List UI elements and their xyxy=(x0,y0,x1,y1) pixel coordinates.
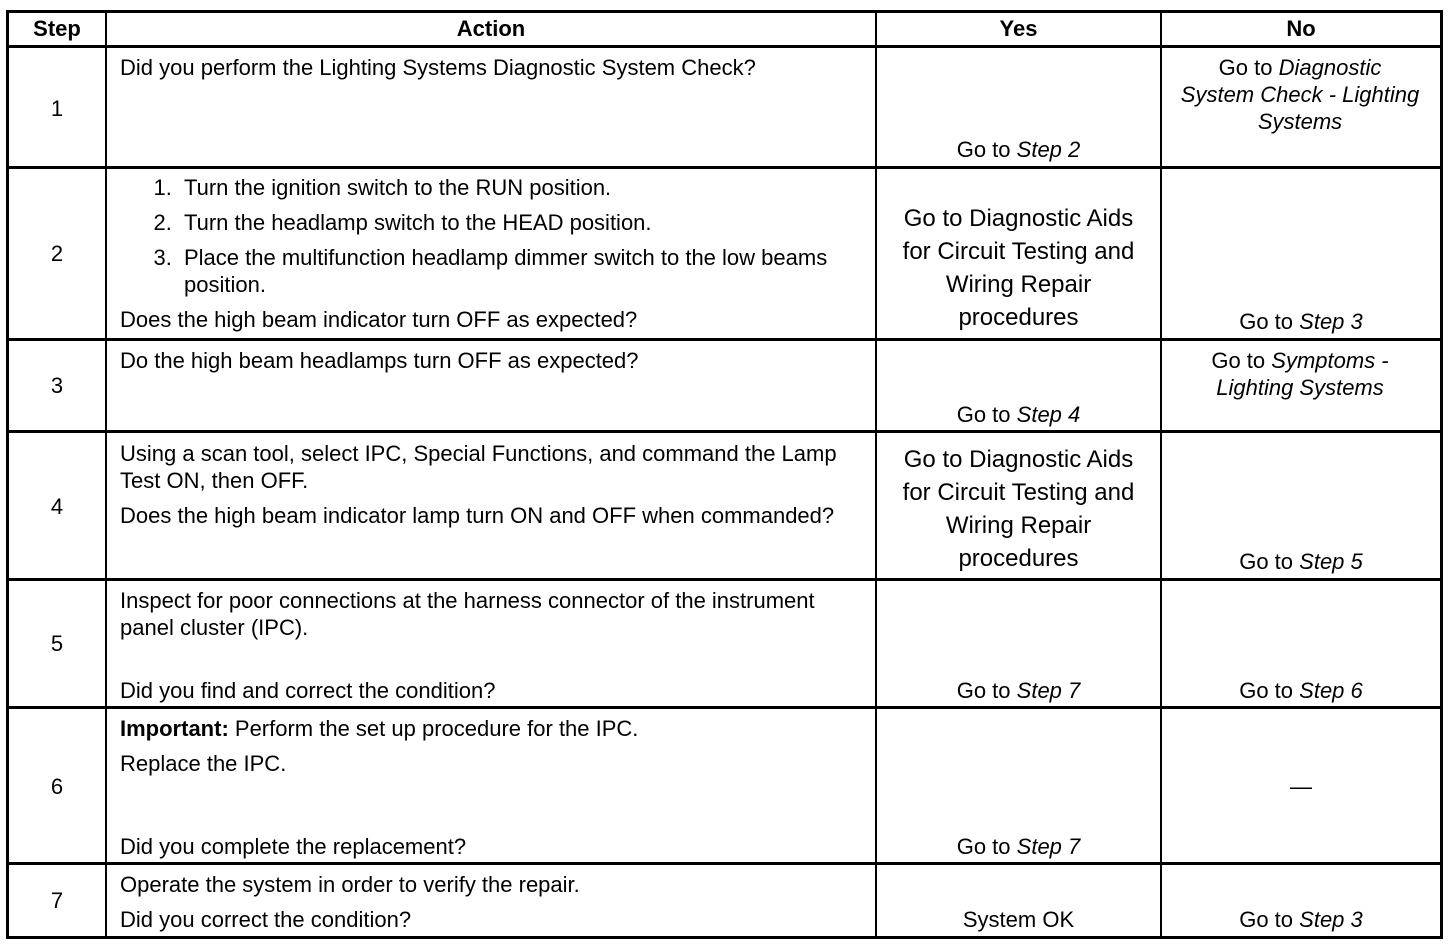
no-result xyxy=(1162,906,1440,933)
yes-step-link: Step 7 xyxy=(1016,678,1081,703)
step-number: 2 xyxy=(50,241,64,266)
no-prefix: Go to xyxy=(1239,309,1294,334)
no-ref-link: Symptoms - Lighting Systems xyxy=(1216,348,1389,400)
important-text: Perform the set up procedure for the IPC. xyxy=(234,716,639,741)
no-prefix: Go to xyxy=(1211,348,1266,373)
step-number: 6 xyxy=(50,774,64,799)
action-instruction: Using a scan tool, select IPC, Special Functions, and command the Lamp Test ON, then OFF. xyxy=(120,441,837,493)
list-item: 2. Turn the headlamp switch to the HEAD position. xyxy=(178,209,865,236)
no-prefix: Go to xyxy=(1239,678,1294,703)
header-no: No xyxy=(1286,16,1316,41)
step-number: 7 xyxy=(50,888,64,913)
no-result xyxy=(1162,677,1440,704)
yes-step-link: Step 2 xyxy=(1016,137,1081,162)
row-divider xyxy=(6,578,1443,581)
no-result xyxy=(1185,347,1415,401)
yes-prefix: Go to xyxy=(956,402,1011,427)
yes-result xyxy=(877,136,1160,163)
row-divider xyxy=(6,862,1443,865)
yes-result: Go to Diagnostic Aids for Circuit Testing and Wiring Repair procedures xyxy=(902,205,1135,331)
no-result: — xyxy=(1290,774,1312,799)
action-text: Did you perform the Lighting Systems Diagnostic System Check? xyxy=(120,55,756,80)
action-question: Did you complete the replacement? xyxy=(120,834,467,859)
important-label: Important: xyxy=(120,716,229,741)
row-divider xyxy=(6,166,1443,169)
header-step: Step xyxy=(33,16,81,41)
no-result xyxy=(1162,308,1440,335)
yes-result: Go to Diagnostic Aids for Circuit Testing and Wiring Repair procedures xyxy=(902,446,1135,572)
action-instruction: Replace the IPC. xyxy=(120,751,287,776)
column-divider xyxy=(105,10,107,939)
row-divider xyxy=(6,338,1443,341)
no-step-link: Step 3 xyxy=(1299,907,1363,932)
no-prefix: Go to xyxy=(1239,907,1294,932)
header-action: Action xyxy=(456,16,526,41)
action-text xyxy=(120,715,865,777)
list-item: 3. Place the multifunction headlamp dimmer switch to the low beams position. xyxy=(178,244,865,298)
action-text: Do the high beam headlamps turn OFF as expected? xyxy=(120,348,639,373)
yes-result xyxy=(877,401,1160,428)
important-note xyxy=(120,715,865,742)
no-prefix: Go to xyxy=(1239,549,1294,574)
list-item: 1. Turn the ignition switch to the RUN position. xyxy=(178,174,865,201)
row-divider xyxy=(6,706,1443,709)
no-result xyxy=(1162,548,1440,575)
step-number: 3 xyxy=(50,373,64,398)
action-text xyxy=(120,440,865,529)
yes-prefix: Go to xyxy=(956,834,1011,859)
yes-result: System OK xyxy=(962,907,1075,932)
action-text xyxy=(120,174,865,333)
action-steps-list xyxy=(120,174,865,298)
yes-step-link: Step 4 xyxy=(1016,402,1081,427)
no-step-link: Step 5 xyxy=(1299,549,1363,574)
row-divider xyxy=(6,45,1443,48)
header-yes: Yes xyxy=(999,16,1038,41)
action-text: Inspect for poor connections at the harness connector of the instrument panel cluster (IPC). xyxy=(120,588,815,640)
action-question: Did you find and correct the condition? xyxy=(120,678,496,703)
action-question: Does the high beam indicator turn OFF as expected? xyxy=(120,307,638,332)
action-text: Operate the system in order to verify the repair. xyxy=(120,872,580,897)
row-divider xyxy=(6,430,1443,433)
yes-step-link: Step 7 xyxy=(1016,834,1081,859)
yes-prefix: Go to xyxy=(956,678,1011,703)
step-number: 4 xyxy=(50,494,64,519)
no-step-link: Step 3 xyxy=(1299,309,1363,334)
action-question: Does the high beam indicator lamp turn ON and OFF when commanded? xyxy=(120,503,835,528)
step-number: 5 xyxy=(50,631,64,656)
action-question: Did you correct the condition? xyxy=(120,907,412,932)
step-number: 1 xyxy=(50,96,64,121)
yes-result xyxy=(877,677,1160,704)
no-ref-link: Diagnostic System Check - Lighting Systems xyxy=(1180,55,1420,134)
yes-result xyxy=(877,833,1160,860)
no-prefix: Go to xyxy=(1218,55,1273,80)
yes-prefix: Go to xyxy=(956,137,1011,162)
no-step-link: Step 6 xyxy=(1299,678,1363,703)
no-result xyxy=(1180,54,1420,135)
